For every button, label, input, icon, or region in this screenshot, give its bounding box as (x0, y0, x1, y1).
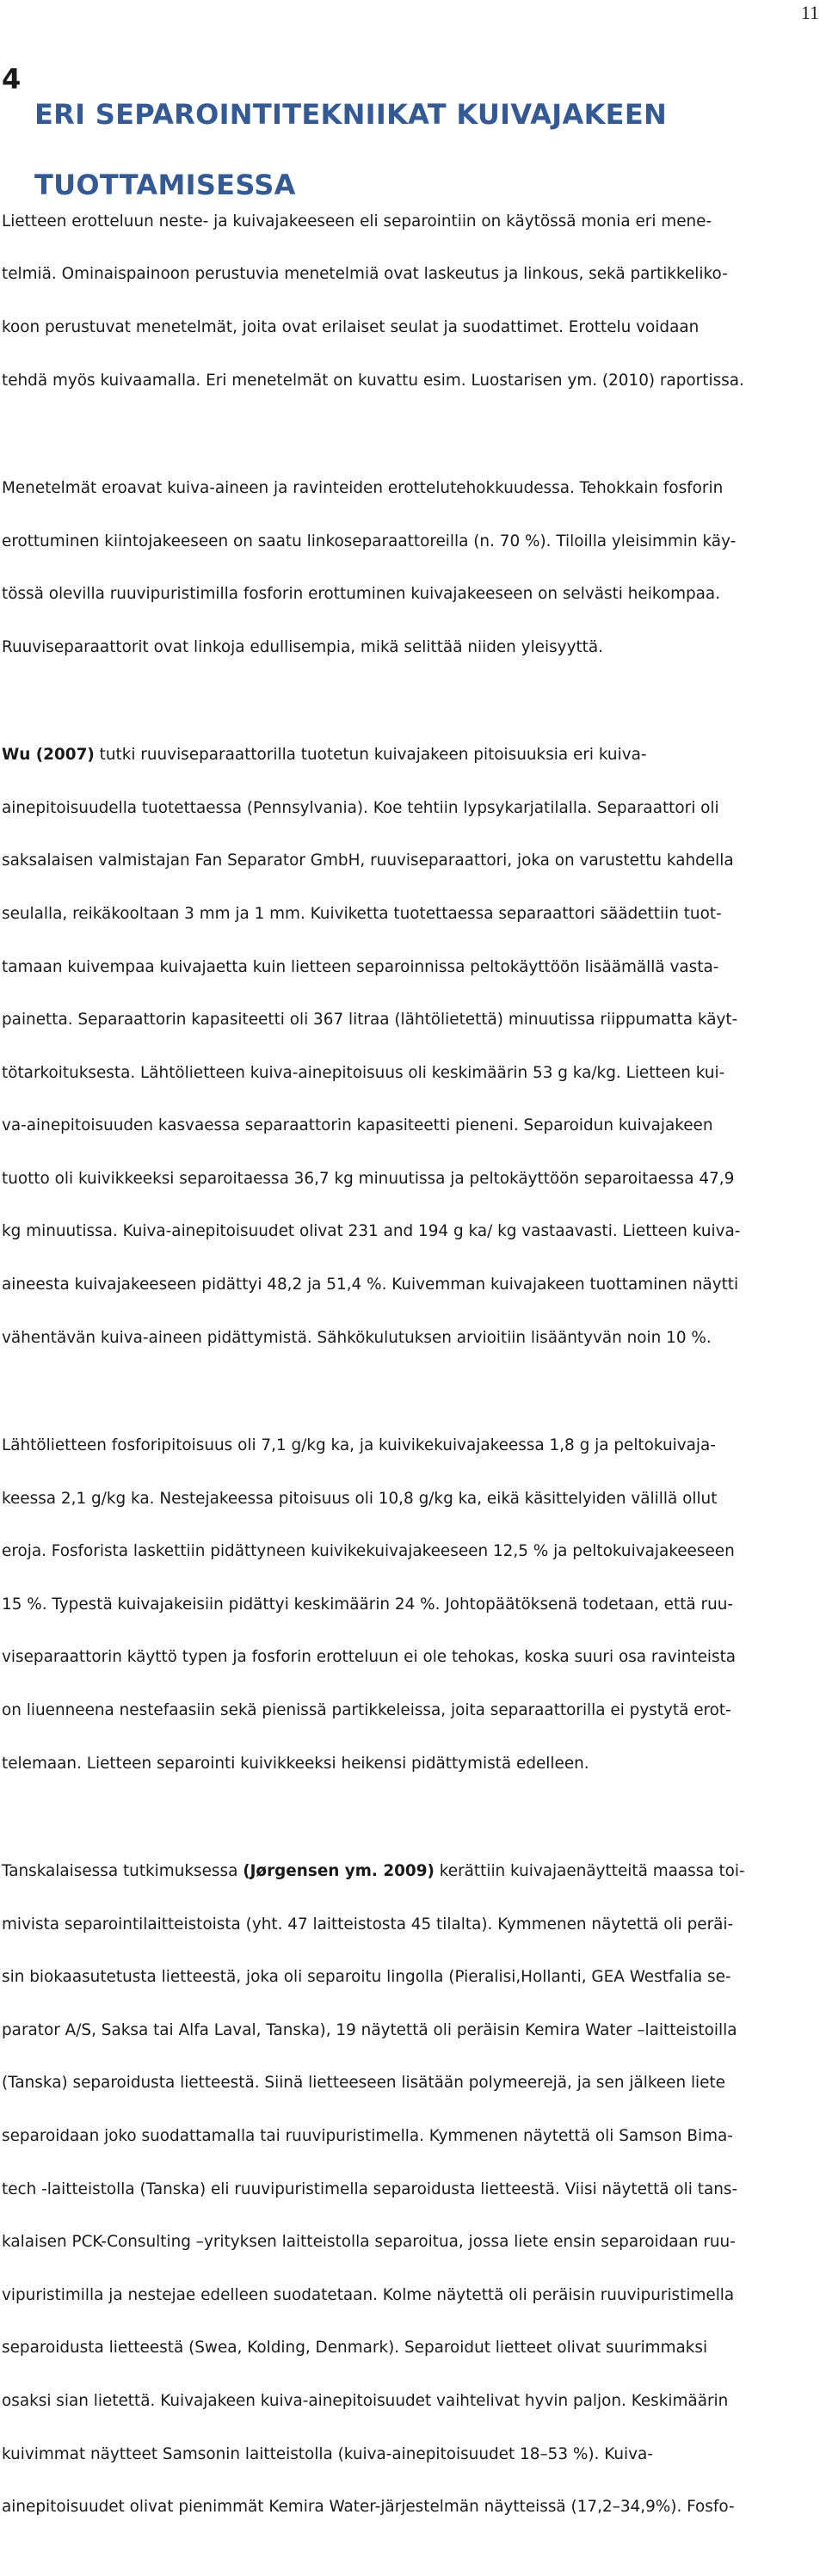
text-line: tamaan kuivempaa kuivajaetta kuin lietteen separoinnissa peltokäyttöön lisäämällä vasta- (2, 957, 719, 976)
text-line: tech -laitteistolla (Tanska) eli ruuvipuristimella separoidusta lietteestä. Viisi näytettä oli tans- (2, 2179, 738, 2198)
text-line: kg minuutissa. Kuiva-ainepitoisuudet olivat 231 and 194 g ka/ kg vastaavasti. Lietteen kuiva- (2, 1222, 741, 1241)
text-line: Lietteen erotteluun neste- ja kuivajakeeseen eli separointiin on käytössä monia eri mene- (2, 212, 712, 231)
paragraph-wu-study (2, 716, 802, 1378)
section-number: 4 (2, 63, 22, 95)
text-line: vähentävän kuiva-aineen pidättymistä. Sähkökulutuksen arvioitiin lisääntyvän noin 10 %. (2, 1328, 712, 1347)
text-line (2, 1859, 802, 1885)
page-number: 11 (800, 2, 819, 23)
text-line: (Tanska) separoidusta lietteestä. Siinä lietteeseen lisätään polymeerejä, ja sen jälkeen liete (2, 2074, 726, 2093)
text-line: ainepitoisuudet olivat pienimmät Kemira Water-järjestelmän näytteissä (17,2–34,9%). Fosfo- (2, 2498, 735, 2517)
text-line: separoidusta lietteestä (Swea, Kolding, Denmark). Separoidut lietteet olivat suurimmaksi (2, 2339, 708, 2358)
paragraph-danish-study (2, 1832, 802, 2548)
section-title-line: ERI SEPAROINTITEKNIIKAT KUIVAJAKEEN (34, 98, 668, 131)
section-title-line: TUOTTAMISESSA (34, 169, 296, 201)
text-line: keessa 2,1 g/kg ka. Nestejakeessa pitoisuus oli 10,8 g/kg ka, eikä käsittelyiden välillä ollut (2, 1489, 718, 1508)
text-line: sin biokaasutetusta lietteestä, joka oli separoitu lingolla (Pieralisi,Hollanti, GEA Westfalia se- (2, 1968, 731, 1987)
citation-bold: Wu (2007) (2, 746, 95, 765)
text-line: kalaisen PCK-Consulting –yrityksen laitteistolla separoitua, jossa liete ensin separoidaan ruu- (2, 2233, 736, 2252)
text-line: telmiä. Ominaispainoon perustuvia menetelmiä ovat laskeutus ja linkous, sekä partikkeliko- (2, 265, 728, 284)
text-line: Menetelmät eroavat kuiva-aineen ja ravinteiden erottelutehokkuudessa. Tehokkain fosforin (2, 478, 724, 497)
text-line: saksalaisen valmistajan Fan Separator GmbH, ruuviseparaattori, joka on varustettu kahdella (2, 851, 734, 870)
text-fragment: Tanskalaisessa tutkimuksessa (2, 1862, 243, 1881)
text-line: seulalla, reikäkooltaan 3 mm ja 1 mm. Kuiviketta tuotettaessa separaattori säädettiin tuot- (2, 904, 722, 923)
text-line: tötarkoituksesta. Lähtölietteen kuiva-ainepitoisuus oli keskimäärin 53 g ka/kg. Lietteen kui- (2, 1063, 725, 1082)
text-line: tuotto oli kuivikkeeksi separoitaessa 36,7 kg minuutissa ja peltokäyttöön separoitaessa 47,9 (2, 1169, 735, 1188)
text-line: tehdä myös kuivaamalla. Eri menetelmät on kuvattu esim. Luostarisen ym. (2010) raportissa. (2, 371, 744, 390)
paragraph-separation-methods (2, 182, 802, 421)
text-line: separoidaan joko suodattamalla tai ruuvipuristimella. Kymmenen näytettä oli Samson Bima- (2, 2126, 733, 2145)
text-fragment: tutki ruuviseparaattorilla tuotetun kuivajakeen pitoisuuksia eri kuiva- (94, 746, 647, 765)
text-line: on liuenneena nestefaasiin sekä pienissä partikkeleissa, joita separaattorilla ei pystytä erot- (2, 1701, 731, 1720)
text-fragment: kerättiin kuivajaenäytteitä maassa toi- (434, 1862, 745, 1881)
text-line: koon perustuvat menetelmät, joita ovat erilaiset seulat ja suodattimet. Erottelu voidaan (2, 317, 700, 336)
citation-bold: (Jørgensen ym. 2009) (243, 1862, 435, 1881)
text-line: erottuminen kiintojakeeseen on saatu linkoseparaattoreilla (n. 70 %). Tiloilla yleisimmin käy- (2, 532, 737, 550)
paragraph-method-efficiency (2, 449, 802, 687)
text-line: ainepitoisuudella tuotettaessa (Pennsylvania). Koe tehtiin lypsykarjatilalla. Separaattori oli (2, 798, 719, 817)
text-line: parator A/S, Saksa tai Alfa Laval, Tanska), 19 näytettä oli peräisin Kemira Water –laitteistoilla (2, 2020, 737, 2039)
text-line: va-ainepitoisuuden kasvaessa separaattorin kapasiteetti pieneni. Separoidun kuivajakeen (2, 1116, 713, 1135)
text-line: mivista separointilaitteistoista (yht. 47 laitteistosta 45 tilalta). Kymmenen näytettä oli peräi- (2, 1915, 734, 1934)
text-line: aineesta kuivajakeeseen pidättyi 48,2 ja 51,4 %. Kuivemman kuivajakeen tuottaminen näytti (2, 1276, 739, 1294)
text-line: Ruuviseparaattorit ovat linkoja edullisempia, mikä selittää niiden yleisyyttä. (2, 637, 603, 656)
text-line: osaksi sian lietettä. Kuivajakeen kuiva-ainepitoisuudet vaihtelivat hyvin paljon. Keskimäärin (2, 2391, 729, 2410)
text-line (2, 742, 802, 769)
body-text (2, 182, 802, 2576)
text-line: tössä olevilla ruuvipuristimilla fosforin erottuminen kuivajakeeseen on selvästi heikompaa. (2, 585, 721, 604)
text-line: kuivimmat näytteet Samsonin laitteistolla (kuiva-ainepitoisuudet 18–53 %). Kuiva- (2, 2444, 653, 2463)
text-line: vipuristimilla ja nestejae edelleen suodatetaan. Kolme näytettä oli peräisin ruuvipuristimella (2, 2285, 735, 2304)
paragraph-phosphorus-results (2, 1406, 802, 1804)
text-line: 15 %. Typestä kuivajakeisiin pidättyi keskimäärin 24 %. Johtopäätöksenä todetaan, että ruu- (2, 1595, 734, 1614)
text-line: telemaan. Lietteen separointi kuivikkeeksi heikensi pidättymistä edelleen. (2, 1754, 589, 1773)
text-line: Lähtölietteen fosforipitoisuus oli 7,1 g/kg ka, ja kuivikekuivajakeessa 1,8 g ja peltokuivaja- (2, 1436, 716, 1455)
text-line: painetta. Separaattorin kapasiteetti oli 367 litraa (lähtölietettä) minuutissa riippumatta käyt- (2, 1011, 738, 1030)
text-line: viseparaattorin käyttö typen ja fosforin erotteluun ei ole tehokas, koska suuri osa ravinteista (2, 1648, 737, 1667)
text-line: eroja. Fosforista laskettiin pidättyneen kuivikekuivajakeeseen 12,5 % ja peltokuivajakeeseen (2, 1542, 735, 1561)
